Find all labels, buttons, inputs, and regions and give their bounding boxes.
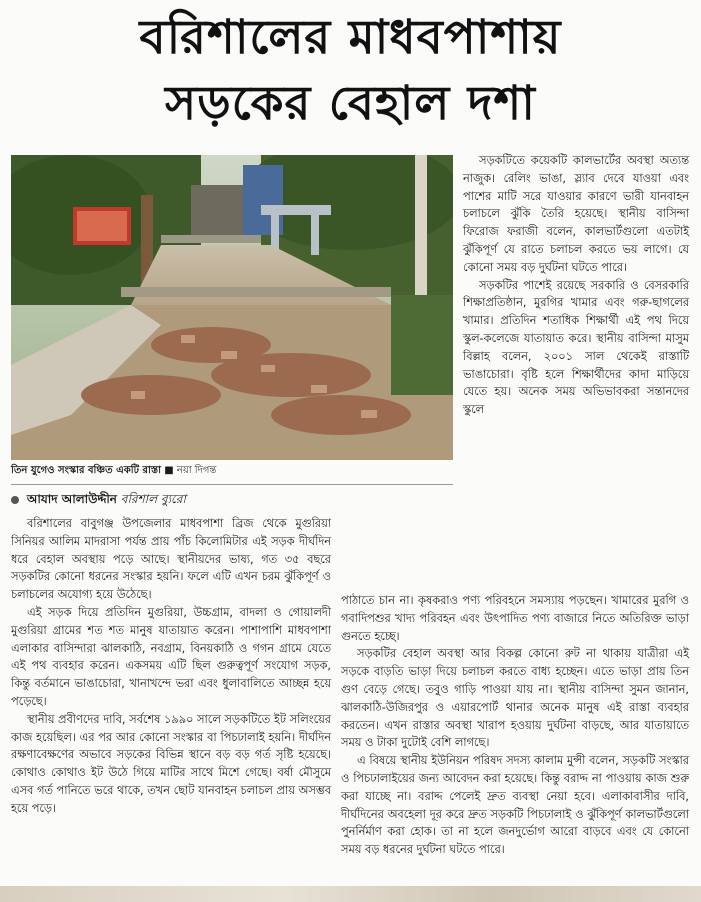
author-name: আযাদ আলাউদ্দীন [26,492,117,506]
paragraph: সড়কটিতে কয়েকটি কালভার্টের অবস্থা অত্যন্ত নাজুক। রেলিং ভাঙা, স্ল্যাব দেবে যাওয়া এবং পাশের মাটি সরে যাওয়ার কারণে ভারী যানবাহন চলাচলে ঝুঁকি তৈরি হয়েছে। স্থানীয় বাসিন্দা ফিরোজ ফরাজী বলেন, কালভার্টগুলো এতটাই ঝুঁকিপূর্ণ যে রাতে চলাচল করতে ভয় লাগে। যে কোনো সময় বড় দুর্ঘটনা ঘটতে পারে। [463,154,689,274]
paragraph: সড়কটির বেহাল অবস্থা আর বিকল্প কোনো রুট না থাকায় যাত্রীরা এই সড়কে বাড়তি ভাড়া দিয়ে চলাচল করতে বাধ্য হচ্ছেন। এতে ভাড়া প্রায় তিন গুণ বেড়ে গেছে। তবুও গাড়ি পাওয়া যায় না। স্থানীয় বাসিন্দা সুমন জানান, ঝালকাঠি-উজিরপুর ও এয়ারপোর্ট থানার অনেক মানুষ এই রাস্তা ব্যবহার করতেন। এখন রাস্তার অবস্থা খারাপ হওয়ায় দুর্ঘটনা বাড়ছে, আর যাতায়াতে সময় ও টাকা দুটোই বেশি লাগছে। [341,647,689,750]
photo-source: নয়া দিগন্ত [176,465,217,476]
headline [0,6,701,136]
paragraph: বরিশালের বাবুগঞ্জ উপজেলার মাধবপাশা ব্রিজ থেকে মুগুরিয়া সিনিয়র আলিম মাদরাসা পর্যন্ত প্রায় পাঁচ কিলোমিটার এই সড়ক দীর্ঘদিন ধরে বেহাল অবস্থায় পড়ে আছে। স্থানীয়দের ভাষ্য, গত ৩৫ বছরে সড়কটির কোনো ধরনের সংস্কার হয়নি। ফলে এটি এখন চরম ঝুঁকিপূর্ণ ও চলাচলের অযোগ্য হয়ে উঠেছে। [11,517,331,602]
paragraph: এ বিষয়ে স্থানীয় ইউনিয়ন পরিষদ সদস্য কালাম মুন্সী বলেন, সড়কটি সংস্কার ও পিচঢালাইয়ের জন্য আবেদন করা হয়েছে। কিন্তু বরাদ্দ না পাওয়ায় কাজ শুরু করা যাচ্ছে না। বরাদ্দ পেলেই দ্রুত ব্যবস্থা নেয়া হবে। এলাকাবাসীর দাবি, দীর্ঘদিনের অবহেলা দূর করে দ্রুত সড়কটি পিচঢালাই ও ঝুঁকিপূর্ণ কালভার্টগুলো পুনর্নির্মাণ করা হোক। তা না হলে জনদুর্ভোগ আরো বাড়বে এবং যে কোনো সময় বড় ধরনের দুর্ঘটনা ঘটতে পারে। [341,754,689,857]
paragraph: পাঠাতে চান না। কৃষকরাও পণ্য পরিবহনে সমস্যায় পড়ছেন। খামারের মুরগি ও গবাদিপশুর খাদ্য পরিবহন এবং উৎপাদিত পণ্য বাজারে নিতে অতিরিক্ত ভাড়া গুনতে হচ্ছে। [341,594,689,643]
paragraph: এই সড়ক দিয়ে প্রতিদিন মুগুরিয়া, উচ্চগ্রাম, বাদলা ও গোয়ালদী মুগুরিয়া গ্রামের শত শত মানুষ যাতায়াত করেন। পাশাপাশি মাধবপাশা এলাকার বাসিন্দারা ঝালকাঠি, নবগ্রাম, বিনয়কাঠি ও গগন গ্রামে যেতে এই পথ ব্যবহার করেন। একসময় এটি ছিল গুরুত্বপূর্ণ সংযোগ সড়ক, কিন্তু বর্তমানে ভাঙাচোরা, খানাখন্দে ভরা এবং ধুলাবালিতে আচ্ছন্ন হয়ে পড়েছে। [11,605,331,708]
bottom-strip [0,886,701,902]
photo-caption [11,464,453,478]
article-left-column [11,515,331,818]
byline [11,491,453,507]
author-bureau: বরিশাল ব্যুরো [120,492,186,506]
article-right-column [463,152,689,419]
news-photo [11,155,453,460]
caption-separator: ■ [164,465,177,476]
headline-line-2: সড়কের বেহাল দশা [165,76,536,131]
divider [11,484,453,485]
article-continuation-column [341,592,689,859]
paragraph: স্থানীয় প্রবীণদের দাবি, সর্বশেষ ১৯৯০ সালে সড়কটিতে ইট সলিংয়ের কাজ হয়েছিল। এর পর আর কোনো সংস্কার বা পিচঢালাই হয়নি। দীর্ঘদিন রক্ষণাবেক্ষণের অভাবে সড়কের বিভিন্ন স্থানে বড় বড় গর্ত সৃষ্টি হয়েছে। কোথাও কোথাও ইট উঠে গিয়ে মাটির সাথে মিশে গেছে। বর্ষা মৌসুমে এসব গর্ত পানিতে ভরে থাকে, তখন ছোট যানবাহন চলাচল প্রায় অসম্ভব হয়ে পড়ে। [11,712,331,815]
paragraph: সড়কটির পাশেই রয়েছে সরকারি ও বেসরকারি শিক্ষাপ্রতিষ্ঠান, মুরগির খামার এবং গরু-ছাগলের খামার। প্রতিদিন শতাধিক শিক্ষার্থী এই পথ দিয়ে স্কুল-কলেজে যাতায়াত করে। স্থানীয় বাসিন্দা মাসুম বিল্লাহ বলেন, ২০০১ সাল থেকেই রাস্তাটি ভাঙাচোরা। বৃষ্টি হলে শিক্ষার্থীদের কাদা মাড়িয়ে যেতে হয়। অনেক সময় অভিভাবকরা সন্তানদের স্কুলে [463,278,689,417]
caption-text: তিন যুগেও সংস্কার বঞ্চিত একটি রাস্তা [11,465,162,476]
headline-line-1: বরিশালের মাধবপাশায় [139,10,562,65]
bullet-icon [11,496,19,504]
